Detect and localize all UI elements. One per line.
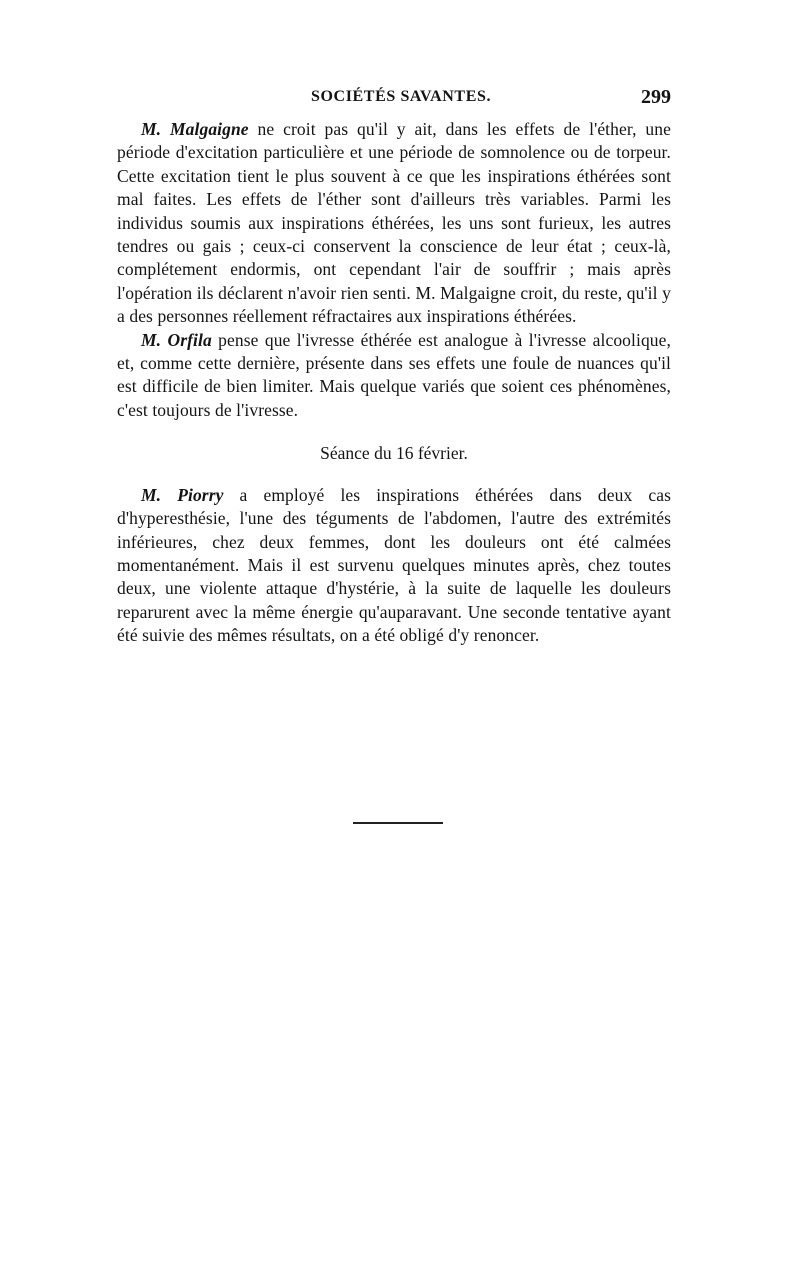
book-page: [117, 88, 671, 648]
speaker-name: M. Orfila: [141, 329, 212, 350]
page-number: 299: [641, 86, 671, 108]
page-header: [117, 88, 671, 118]
seance-heading: Séance du 16 février.: [320, 443, 468, 464]
section-divider-rule: [353, 822, 443, 824]
speaker-name: M. Malgaigne: [141, 119, 249, 139]
paragraph-malgaigne: [117, 118, 671, 329]
paragraph-text: pense que l'ivresse éthérée est analogue à l'ivresse alcoolique, et, comme cette dernière, présente dans ses effets une foule de nuances qu'il est difficile de bien limiter. Mais quelque variés que soient ces phénomènes, c'est toujours de l'ivresse.: [117, 329, 671, 420]
speaker-name: M. Piorry: [141, 484, 224, 505]
paragraph-text: ne croit pas qu'il y ait, dans les effets de l'éther, une période d'excitation particulière et une période de somnolence ou de torpeur. Cette excitation tient le plus souvent à ce que les inspirations éthérées sont mal faites. Les effets de l'éther sont d'ailleurs très variables. Parmi les individus soumis aux inspirations éthérées, les uns sont furieux, les autres tendres ou gais ; ceux-ci conservent la conscience de leur état ; ceux-là, complétement endormis, ont cependant l'air de souffrir ; mais après l'opération ils déclarent n'avoir rien senti. M. Malgaigne croit, du reste, qu'il y a des personnes réellement réfractaires aux inspirations éthérées.: [117, 119, 671, 327]
paragraph-text: a employé les inspirations éthérées dans deux cas d'hyperesthésie, l'une des téguments de l'abdomen, l'autre des extrémités inférieures, chez deux femmes, dont les douleurs ont été calmées momentanément. Mais il est survenu quelques minutes après, chez toutes deux, une violente attaque d'hystérie, à la suite de laquelle les douleurs reparurent avec la même énergie qu'auparavant. Une seconde tentative ayant été suivie des mêmes résultats, on a été obligé d'y renoncer.: [117, 484, 671, 646]
running-head: SOCIÉTÉS SAVANTES.: [311, 88, 492, 105]
paragraph-orfila: [117, 329, 671, 423]
paragraph-piorry: [117, 484, 671, 648]
